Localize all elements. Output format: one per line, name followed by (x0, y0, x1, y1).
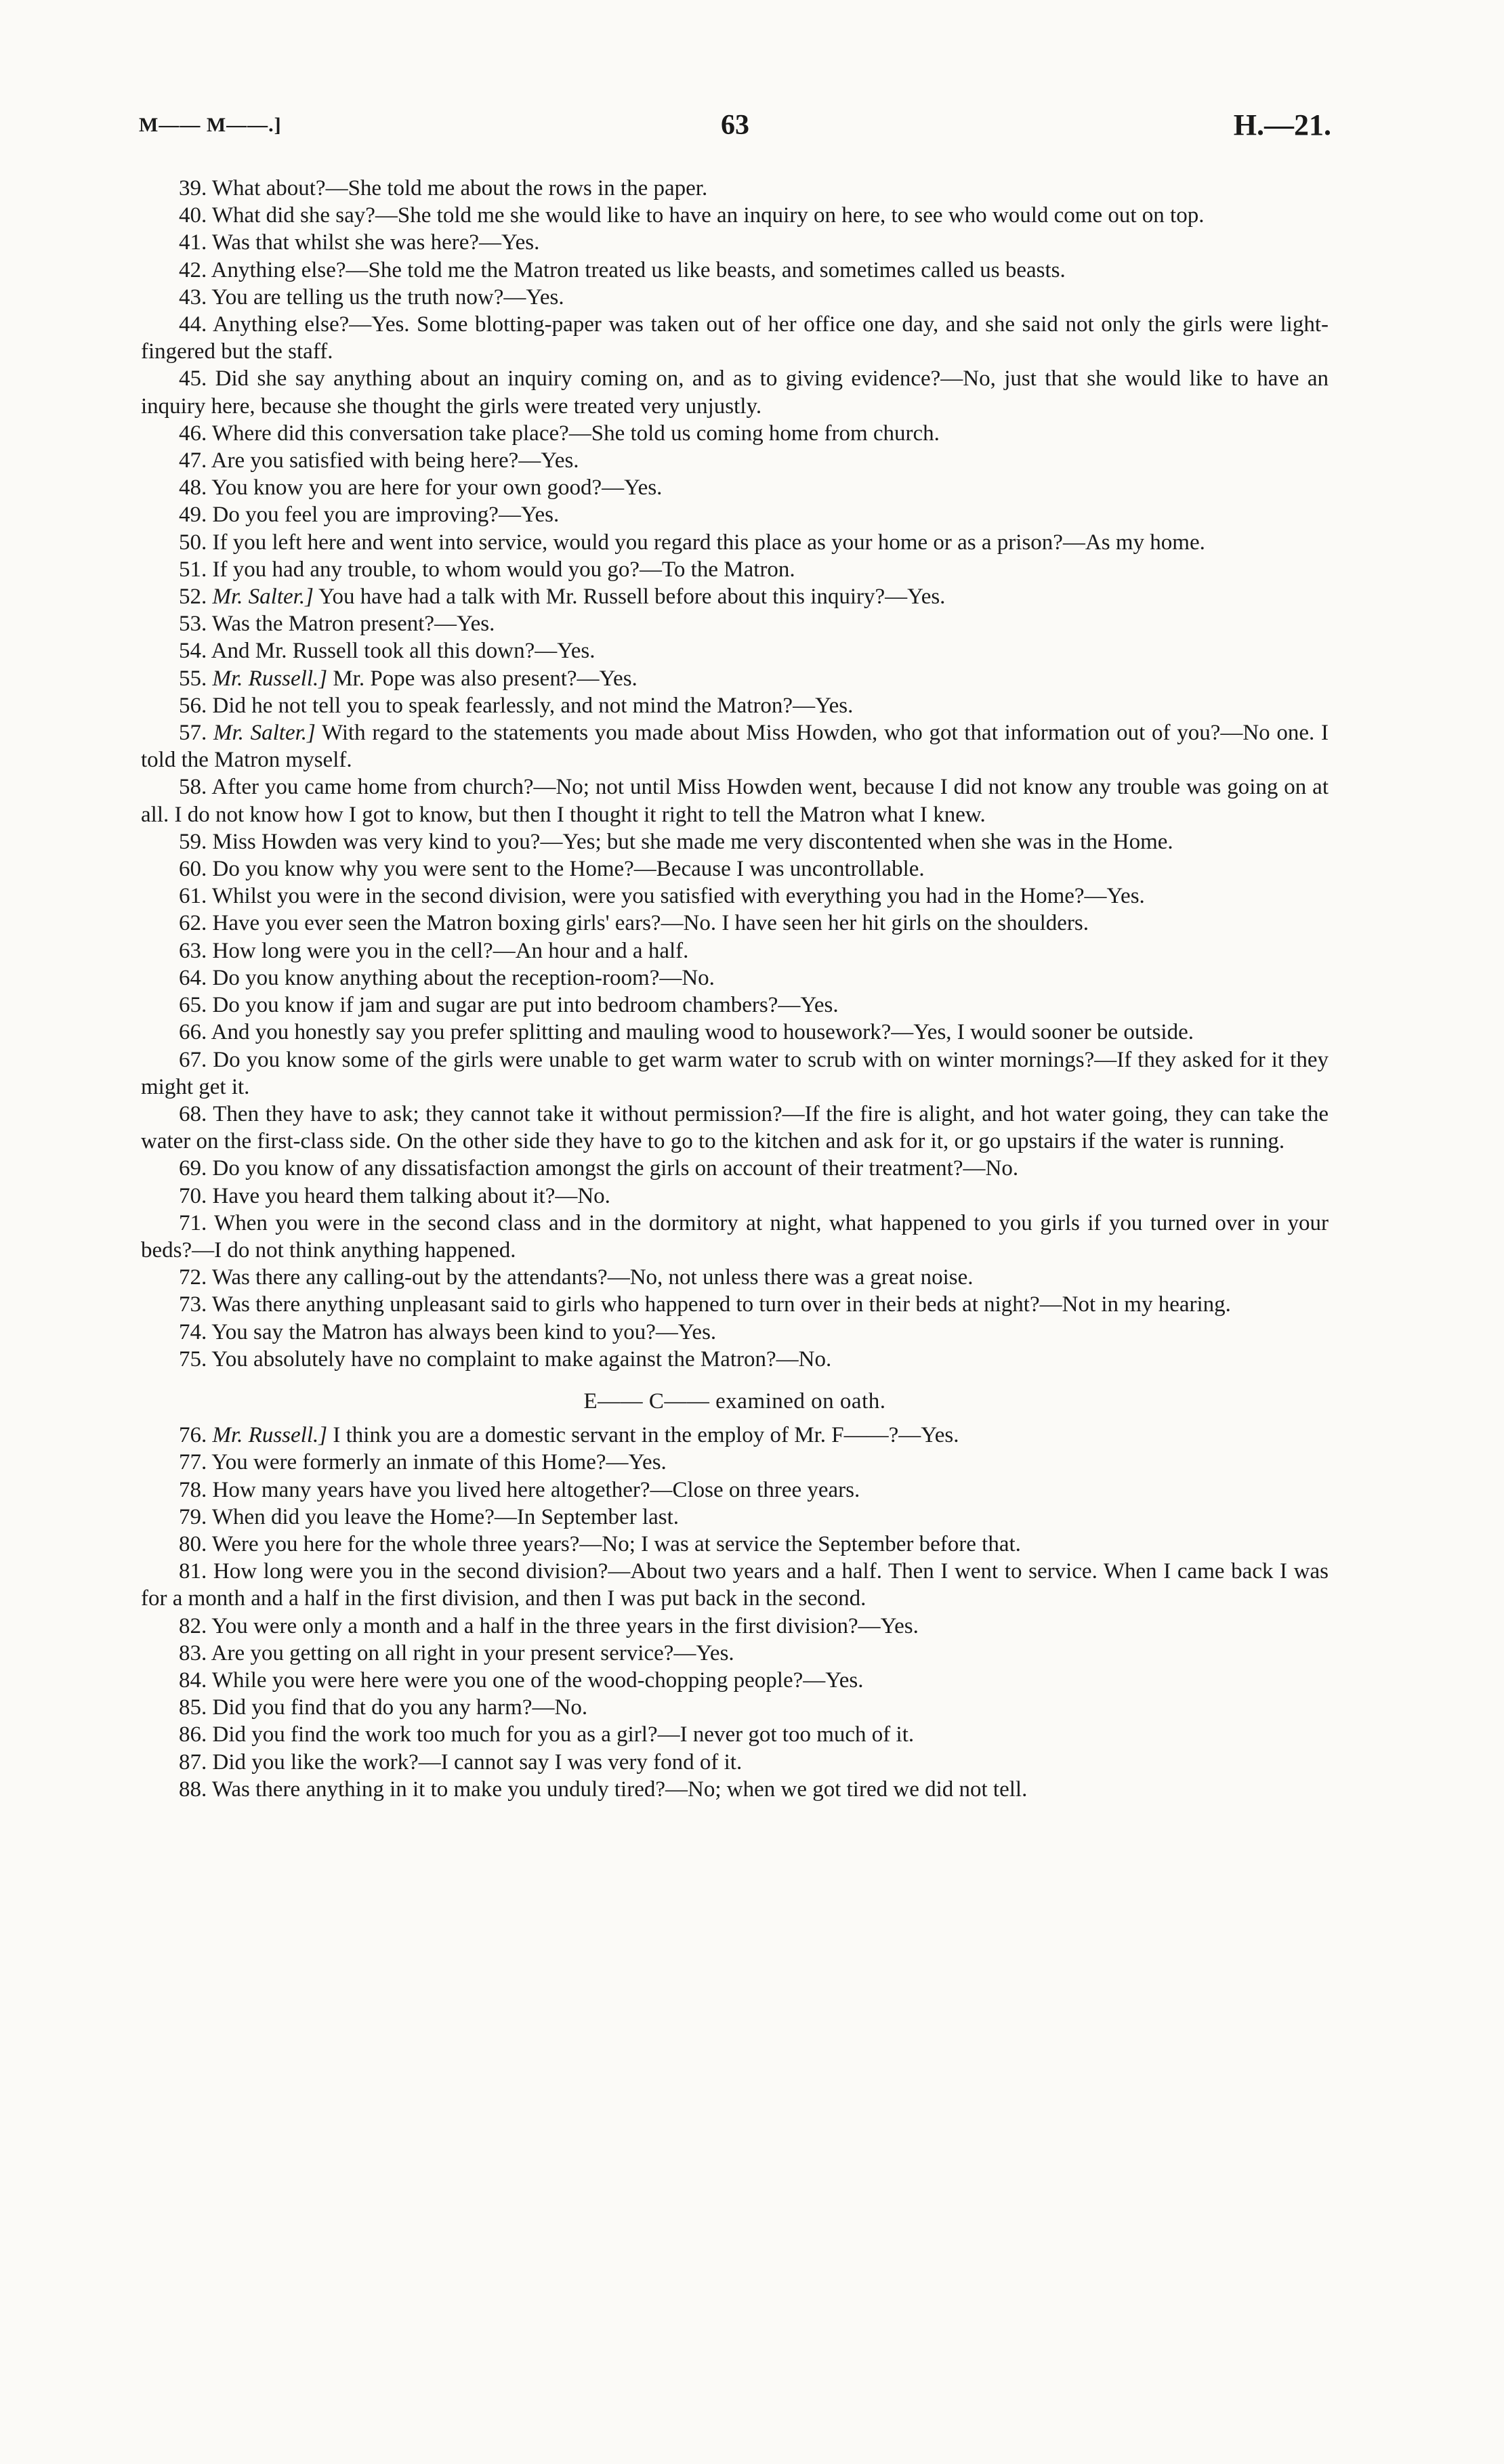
paragraph (141, 665, 1329, 692)
document-body (141, 175, 1329, 1803)
paragraph: 40. What did she say?—She told me she would like to have an inquiry on here, to see who would come out on top. (179, 203, 1205, 228)
page-header (139, 102, 1331, 149)
paragraph: 86. Did you find the work too much for you as a girl?—I never got too much of it. (179, 1722, 915, 1747)
paragraph: 51. If you had any trouble, to whom would you go?—To the Matron. (179, 557, 795, 582)
paragraph: 70. Have you heard them talking about it?—No. (179, 1183, 610, 1208)
header-section-label: M—— M——.] (139, 114, 282, 136)
paragraph: 41. Was that whilst she was here?—Yes. (179, 230, 540, 255)
paragraph: 85. Did you find that do you any harm?—No. (179, 1695, 588, 1720)
paragraph: 48. You know you are here for your own good?—Yes. (179, 475, 663, 501)
paragraph: 58. After you came home from church?—No; not until Miss Howden went, because I did not know any trouble was going on at all. I do not know how I got to know, but then I thought it right to tell the Matron what I knew. (141, 775, 1329, 827)
paragraph: 68. Then they have to ask; they cannot take it without permission?—If the fire is alight, and hot water going, they can take the water on the first-class side. On the other side they have to go to the kitchen and ask for it, or go upstairs if the water is running. (141, 1101, 1329, 1154)
paragraph: 61. Whilst you were in the second division, were you satisfied with everything you had in the Home?—Yes. (179, 884, 1145, 909)
paragraph: 88. Was there anything in it to make you unduly tired?—No; when we got tired we did not tell. (179, 1777, 1028, 1802)
paragraph: 45. Did she say anything about an inquiry coming on, and as to giving evidence?—No, just that she would like to have an inquiry here, because she thought the girls were treated very unjustly. (141, 366, 1329, 419)
question-number: 55. (179, 666, 207, 691)
paragraph: 83. Are you getting on all right in your present service?—Yes. (179, 1640, 734, 1665)
paragraph: 78. How many years have you lived here altogether?—Close on three years. (179, 1477, 860, 1502)
paragraph: 75. You absolutely have no complaint to make against the Matron?—No. (179, 1346, 832, 1372)
paragraph: 71. When you were in the second class and in the dormitory at night, what happened to you girls if you turned over in your beds?—I do not think anything happened. (141, 1210, 1329, 1262)
paragraph: 81. How long were you in the second division?—About two years and a half. Then I went to service. When I came back I was for a month and a half in the first division, and then I was put back in the second. (141, 1559, 1329, 1611)
paragraph: 60. Do you know why you were sent to the Home?—Because I was uncontrollable. (179, 857, 925, 882)
question-text: Mr. Pope was also present?—Yes. (333, 666, 638, 691)
paragraph: 50. If you left here and went into service, would you regard this place as your home or as a prison?—As my home. (179, 530, 1205, 555)
question-text: You have had a talk with Mr. Russell before about this inquiry?—Yes. (318, 585, 946, 610)
document-reference: H.—21. (1233, 108, 1331, 142)
question-number: 52. (179, 585, 207, 610)
paragraph: 79. When did you leave the Home?—In September last. (179, 1504, 680, 1529)
paragraph: 44. Anything else?—Yes. Some blotting-paper was taken out of her office one day, and she said not only the girls were light-fingered but the staff. (141, 312, 1329, 364)
paragraph: 72. Was there any calling-out by the attendants?—No, not unless there was a great noise. (179, 1265, 974, 1290)
paragraph: 84. While you were here were you one of the wood-chopping people?—Yes. (179, 1668, 864, 1693)
question-number: 76. (179, 1423, 207, 1448)
paragraph: 67. Do you know some of the girls were unable to get warm water to scrub with on winter mornings?—If they asked for it they might get it. (141, 1047, 1329, 1099)
paragraph: 53. Was the Matron present?—Yes. (179, 612, 495, 637)
paragraph: 59. Miss Howden was very kind to you?—Yes; but she made me very discontented when she was in the Home. (179, 829, 1173, 854)
paragraph: 87. Did you like the work?—I cannot say I was very fond of it. (179, 1749, 743, 1775)
paragraph: 54. And Mr. Russell took all this down?—Yes. (179, 639, 596, 664)
speaker-label: Mr. Salter.] (212, 585, 314, 610)
paragraph: 46. Where did this conversation take place?—She told us coming home from church. (179, 421, 940, 446)
paragraph: 73. Was there anything unpleasant said to girls who happened to turn over in their beds at night?—Not in my hearing. (179, 1292, 1231, 1317)
paragraph (141, 1422, 1329, 1449)
paragraph: 77. You were formerly an inmate of this Home?—Yes. (179, 1450, 667, 1475)
paragraph: 63. How long were you in the cell?—An hour and a half. (179, 938, 689, 963)
paragraph (141, 583, 1329, 610)
paragraph: 49. Do you feel you are improving?—Yes. (179, 503, 560, 528)
question-text: I think you are a domestic servant in the employ of Mr. F——?—Yes. (333, 1423, 959, 1448)
question-number: 57. (179, 721, 207, 746)
paragraph: 66. And you honestly say you prefer splitting and mauling wood to housework?—Yes, I would sooner be outside. (179, 1020, 1194, 1045)
speaker-label: Mr. Salter.] (213, 721, 316, 746)
paragraph: 43. You are telling us the truth now?—Yes. (179, 284, 564, 310)
speaker-label: Mr. Russell.] (212, 666, 328, 691)
witness-heading: E—— C—— examined on oath. (583, 1388, 886, 1414)
paragraph: 47. Are you satisfied with being here?—Yes. (179, 448, 579, 473)
speaker-label: Mr. Russell.] (212, 1423, 328, 1448)
paragraph: 69. Do you know of any dissatisfaction amongst the girls on account of their treatment?—No. (179, 1156, 1019, 1181)
page-number: 63 (721, 110, 749, 141)
paragraph: 65. Do you know if jam and sugar are put into bedroom chambers?—Yes. (179, 993, 839, 1018)
question-text: With regard to the statements you made about Miss Howden, who got that information out of you?—No one. I told the Matron myself. (141, 721, 1329, 773)
paragraph: 62. Have you ever seen the Matron boxing girls' ears?—No. I have seen her hit girls on the shoulders. (179, 911, 1089, 936)
paragraph: 82. You were only a month and a half in the three years in the first division?—Yes. (179, 1613, 919, 1638)
paragraph: 56. Did he not tell you to speak fearlessly, and not mind the Matron?—Yes. (179, 693, 854, 718)
paragraph: 80. Were you here for the whole three years?—No; I was at service the September before that. (179, 1531, 1021, 1556)
paragraph (141, 719, 1329, 773)
paragraph: 74. You say the Matron has always been kind to you?—Yes. (179, 1319, 717, 1344)
paragraph: 42. Anything else?—She told me the Matron treated us like beasts, and sometimes called us beasts. (179, 257, 1066, 282)
paragraph: 39. What about?—She told me about the rows in the paper. (179, 176, 708, 200)
paragraph: 64. Do you know anything about the reception-room?—No. (179, 965, 715, 990)
